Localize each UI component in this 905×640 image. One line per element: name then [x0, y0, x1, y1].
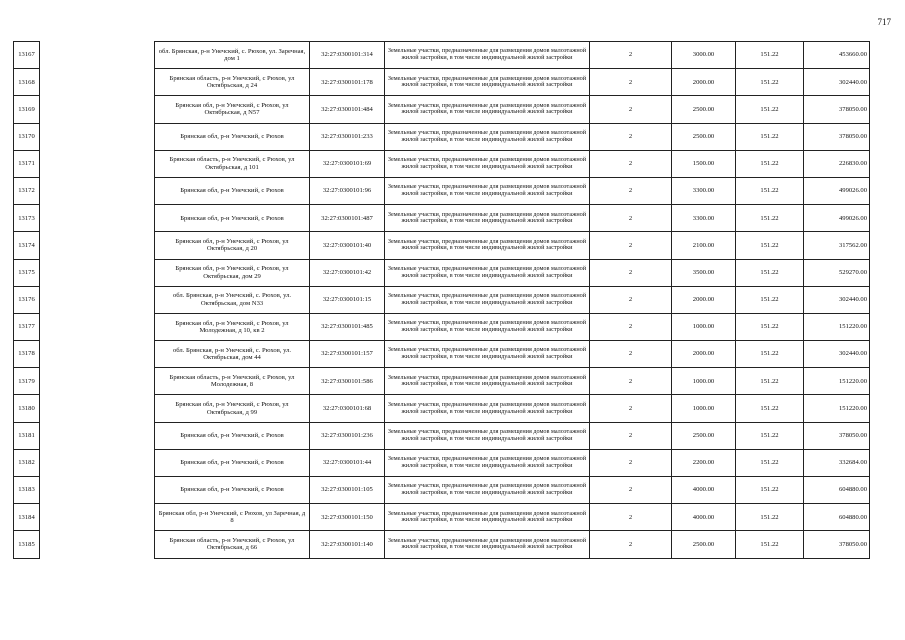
- specific-value-cell: 151.22: [736, 177, 804, 204]
- cadastral-value-cell: 302440.00: [804, 341, 870, 368]
- cadastral-number-cell: 32:27:0300101:40: [310, 232, 385, 259]
- address-cell: обл. Брянская, р-н Унечский, с. Рюхов, ул. Октябрьская, дом 44: [155, 341, 310, 368]
- group-code-cell: 2: [590, 286, 672, 313]
- row-number-cell: 13175: [14, 259, 40, 286]
- row-number-cell: 13177: [14, 313, 40, 340]
- cadastral-number-cell: 32:27:0300101:68: [310, 395, 385, 422]
- table-row: [14, 531, 870, 558]
- group-code-cell: 2: [590, 504, 672, 531]
- cadastral-value-cell: 378050.00: [804, 96, 870, 123]
- cadastral-value-cell: 378050.00: [804, 531, 870, 558]
- cadastral-number-cell: 32:27:0300101:236: [310, 422, 385, 449]
- table-row: [14, 96, 870, 123]
- permitted-use-cell: Земельные участки, предназначенные для размещения домов малоэтажной жилой застройки, в том числе индивидуальной жилой застройки: [385, 395, 590, 422]
- specific-value-cell: 151.22: [736, 69, 804, 96]
- spacer-cell: [40, 205, 155, 232]
- group-code-cell: 2: [590, 531, 672, 558]
- table-row: [14, 150, 870, 177]
- address-cell: Брянская обл, р-н Унечский, с Рюхов: [155, 422, 310, 449]
- area-cell: 3500.00: [672, 259, 736, 286]
- group-code-cell: 2: [590, 232, 672, 259]
- spacer-cell: [40, 96, 155, 123]
- table-row: [14, 205, 870, 232]
- permitted-use-cell: Земельные участки, предназначенные для размещения домов малоэтажной жилой застройки, в том числе индивидуальной жилой застройки: [385, 531, 590, 558]
- area-cell: 3300.00: [672, 205, 736, 232]
- permitted-use-cell: Земельные участки, предназначенные для размещения домов малоэтажной жилой застройки, в том числе индивидуальной жилой застройки: [385, 368, 590, 395]
- cadastral-number-cell: 32:27:0300101:233: [310, 123, 385, 150]
- area-cell: 2500.00: [672, 123, 736, 150]
- row-number-cell: 13167: [14, 42, 40, 69]
- permitted-use-cell: Земельные участки, предназначенные для размещения домов малоэтажной жилой застройки, в том числе индивидуальной жилой застройки: [385, 123, 590, 150]
- spacer-cell: [40, 313, 155, 340]
- row-number-cell: 13181: [14, 422, 40, 449]
- group-code-cell: 2: [590, 449, 672, 476]
- specific-value-cell: 151.22: [736, 313, 804, 340]
- cadastral-number-cell: 32:27:0300101:140: [310, 531, 385, 558]
- permitted-use-cell: Земельные участки, предназначенные для размещения домов малоэтажной жилой застройки, в том числе индивидуальной жилой застройки: [385, 259, 590, 286]
- cadastral-number-cell: 32:27:0300101:157: [310, 341, 385, 368]
- table-row: [14, 286, 870, 313]
- table-row: [14, 259, 870, 286]
- area-cell: 1000.00: [672, 313, 736, 340]
- row-number-cell: 13180: [14, 395, 40, 422]
- address-cell: Брянская область, р-н Унечский, с Рюхов, ул Октябрьская, д 101: [155, 150, 310, 177]
- permitted-use-cell: Земельные участки, предназначенные для размещения домов малоэтажной жилой застройки, в том числе индивидуальной жилой застройки: [385, 96, 590, 123]
- table-row: [14, 42, 870, 69]
- area-cell: 2100.00: [672, 232, 736, 259]
- address-cell: обл. Брянская, р-н Унечский, с. Рюхов, ул. Заречная, дом 1: [155, 42, 310, 69]
- table-row: [14, 422, 870, 449]
- permitted-use-cell: Земельные участки, предназначенные для размещения домов малоэтажной жилой застройки, в том числе индивидуальной жилой застройки: [385, 232, 590, 259]
- address-cell: обл. Брянская, р-н Унечский, с. Рюхов, ул. Октябрьская, дом N33: [155, 286, 310, 313]
- cadastral-value-cell: 604880.00: [804, 477, 870, 504]
- row-number-cell: 13171: [14, 150, 40, 177]
- cadastral-number-cell: 32:27:0300101:96: [310, 177, 385, 204]
- cadastral-number-cell: 32:27:0300101:44: [310, 449, 385, 476]
- specific-value-cell: 151.22: [736, 395, 804, 422]
- group-code-cell: 2: [590, 150, 672, 177]
- row-number-cell: 13168: [14, 69, 40, 96]
- row-number-cell: 13185: [14, 531, 40, 558]
- row-number-cell: 13184: [14, 504, 40, 531]
- specific-value-cell: 151.22: [736, 341, 804, 368]
- group-code-cell: 2: [590, 42, 672, 69]
- group-code-cell: 2: [590, 395, 672, 422]
- row-number-cell: 13172: [14, 177, 40, 204]
- table-row: [14, 504, 870, 531]
- permitted-use-cell: Земельные участки, предназначенные для размещения домов малоэтажной жилой застройки, в том числе индивидуальной жилой застройки: [385, 42, 590, 69]
- table-row: [14, 477, 870, 504]
- specific-value-cell: 151.22: [736, 286, 804, 313]
- group-code-cell: 2: [590, 259, 672, 286]
- permitted-use-cell: Земельные участки, предназначенные для размещения домов малоэтажной жилой застройки, в том числе индивидуальной жилой застройки: [385, 205, 590, 232]
- address-cell: Брянская обл, р-н Унечский, с Рюхов: [155, 123, 310, 150]
- cadastral-value-cell: 151220.00: [804, 368, 870, 395]
- specific-value-cell: 151.22: [736, 477, 804, 504]
- spacer-cell: [40, 368, 155, 395]
- area-cell: 2500.00: [672, 531, 736, 558]
- area-cell: 4000.00: [672, 477, 736, 504]
- cadastral-number-cell: 32:27:0300101:42: [310, 259, 385, 286]
- area-cell: 1000.00: [672, 395, 736, 422]
- permitted-use-cell: Земельные участки, предназначенные для размещения домов малоэтажной жилой застройки, в том числе индивидуальной жилой застройки: [385, 504, 590, 531]
- row-number-cell: 13174: [14, 232, 40, 259]
- spacer-cell: [40, 504, 155, 531]
- area-cell: 2000.00: [672, 341, 736, 368]
- area-cell: 4000.00: [672, 504, 736, 531]
- table-row: [14, 449, 870, 476]
- table-row: [14, 232, 870, 259]
- cadastral-value-cell: 529270.00: [804, 259, 870, 286]
- group-code-cell: 2: [590, 96, 672, 123]
- group-code-cell: 2: [590, 368, 672, 395]
- cadastral-number-cell: 32:27:0300101:105: [310, 477, 385, 504]
- table-row: [14, 341, 870, 368]
- group-code-cell: 2: [590, 69, 672, 96]
- specific-value-cell: 151.22: [736, 504, 804, 531]
- cadastral-number-cell: 32:27:0300101:150: [310, 504, 385, 531]
- spacer-cell: [40, 259, 155, 286]
- permitted-use-cell: Земельные участки, предназначенные для размещения домов малоэтажной жилой застройки, в том числе индивидуальной жилой застройки: [385, 313, 590, 340]
- spacer-cell: [40, 395, 155, 422]
- address-cell: Брянская обл, р-н Унечский, с Рюхов: [155, 205, 310, 232]
- table-row: [14, 368, 870, 395]
- specific-value-cell: 151.22: [736, 96, 804, 123]
- cadastral-value-cell: 499026.00: [804, 177, 870, 204]
- registry-body: [14, 42, 870, 559]
- area-cell: 1000.00: [672, 368, 736, 395]
- row-number-cell: 13179: [14, 368, 40, 395]
- permitted-use-cell: Земельные участки, предназначенные для размещения домов малоэтажной жилой застройки, в том числе индивидуальной жилой застройки: [385, 477, 590, 504]
- table-row: [14, 313, 870, 340]
- specific-value-cell: 151.22: [736, 259, 804, 286]
- spacer-cell: [40, 531, 155, 558]
- group-code-cell: 2: [590, 313, 672, 340]
- cadastral-value-cell: 453660.00: [804, 42, 870, 69]
- group-code-cell: 2: [590, 341, 672, 368]
- cadastral-number-cell: 32:27:0300101:15: [310, 286, 385, 313]
- area-cell: 3000.00: [672, 42, 736, 69]
- specific-value-cell: 151.22: [736, 42, 804, 69]
- area-cell: 2500.00: [672, 96, 736, 123]
- row-number-cell: 13183: [14, 477, 40, 504]
- address-cell: Брянская область, р-н Унечский, с Рюхов, ул Октябрьская, д 66: [155, 531, 310, 558]
- cadastral-number-cell: 32:27:0300101:586: [310, 368, 385, 395]
- permitted-use-cell: Земельные участки, предназначенные для размещения домов малоэтажной жилой застройки, в том числе индивидуальной жилой застройки: [385, 150, 590, 177]
- permitted-use-cell: Земельные участки, предназначенные для размещения домов малоэтажной жилой застройки, в том числе индивидуальной жилой застройки: [385, 422, 590, 449]
- area-cell: 3300.00: [672, 177, 736, 204]
- specific-value-cell: 151.22: [736, 205, 804, 232]
- specific-value-cell: 151.22: [736, 368, 804, 395]
- address-cell: Брянская обл, р-н Унечский, с Рюхов, ул Октябрьская, д 20: [155, 232, 310, 259]
- address-cell: Брянская обл, р-н Унечский, с Рюхов: [155, 449, 310, 476]
- spacer-cell: [40, 286, 155, 313]
- row-number-cell: 13178: [14, 341, 40, 368]
- cadastral-number-cell: 32:27:0300101:487: [310, 205, 385, 232]
- permitted-use-cell: Земельные участки, предназначенные для размещения домов малоэтажной жилой застройки, в том числе индивидуальной жилой застройки: [385, 286, 590, 313]
- cadastral-value-cell: 151220.00: [804, 395, 870, 422]
- specific-value-cell: 151.22: [736, 449, 804, 476]
- cadastral-value-cell: 302440.00: [804, 286, 870, 313]
- table-row: [14, 69, 870, 96]
- cadastral-value-cell: 226830.00: [804, 150, 870, 177]
- cadastral-number-cell: 32:27:0300101:314: [310, 42, 385, 69]
- table-row: [14, 395, 870, 422]
- address-cell: Брянская обл, р-н Унечский, с Рюхов, ул Октябрьская, дом 29: [155, 259, 310, 286]
- permitted-use-cell: Земельные участки, предназначенные для размещения домов малоэтажной жилой застройки, в том числе индивидуальной жилой застройки: [385, 449, 590, 476]
- address-cell: Брянская область, р-н Унечский, с Рюхов, ул Октябрьская, д 24: [155, 69, 310, 96]
- group-code-cell: 2: [590, 205, 672, 232]
- cadastral-value-cell: 378050.00: [804, 422, 870, 449]
- address-cell: Брянская обл, р-н Унечский, с Рюхов, ул Молодежная, д 10, кв 2: [155, 313, 310, 340]
- cadastral-value-cell: 151220.00: [804, 313, 870, 340]
- address-cell: Брянская обл, р-н Унечский, с Рюхов: [155, 177, 310, 204]
- specific-value-cell: 151.22: [736, 422, 804, 449]
- group-code-cell: 2: [590, 422, 672, 449]
- cadastral-number-cell: 32:27:0300101:69: [310, 150, 385, 177]
- address-cell: Брянская обл, р-н Унечский, с Рюхов, ул Октябрьская, д N57: [155, 96, 310, 123]
- specific-value-cell: 151.22: [736, 123, 804, 150]
- permitted-use-cell: Земельные участки, предназначенные для размещения домов малоэтажной жилой застройки, в том числе индивидуальной жилой застройки: [385, 341, 590, 368]
- cadastral-number-cell: 32:27:0300101:484: [310, 96, 385, 123]
- group-code-cell: 2: [590, 477, 672, 504]
- row-number-cell: 13169: [14, 96, 40, 123]
- spacer-cell: [40, 69, 155, 96]
- area-cell: 2500.00: [672, 422, 736, 449]
- group-code-cell: 2: [590, 123, 672, 150]
- specific-value-cell: 151.22: [736, 232, 804, 259]
- row-number-cell: 13170: [14, 123, 40, 150]
- row-number-cell: 13176: [14, 286, 40, 313]
- table-row: [14, 177, 870, 204]
- address-cell: Брянская область, р-н Унечский, с Рюхов, ул Молодежная, 8: [155, 368, 310, 395]
- spacer-cell: [40, 150, 155, 177]
- spacer-cell: [40, 42, 155, 69]
- spacer-cell: [40, 177, 155, 204]
- cadastral-value-cell: 332684.00: [804, 449, 870, 476]
- cadastral-number-cell: 32:27:0300101:178: [310, 69, 385, 96]
- area-cell: 1500.00: [672, 150, 736, 177]
- cadastral-value-cell: 499026.00: [804, 205, 870, 232]
- address-cell: Брянская обл, р-н Унечский, с Рюхов, ул Октябрьская, д 99: [155, 395, 310, 422]
- cadastral-value-cell: 604880.00: [804, 504, 870, 531]
- cadastral-value-cell: 378050.00: [804, 123, 870, 150]
- page-number: 717: [877, 17, 891, 27]
- row-number-cell: 13182: [14, 449, 40, 476]
- address-cell: Брянская обл, р-н Унечский, с Рюхов, ул Заречная, д 8: [155, 504, 310, 531]
- cadastral-value-cell: 317562.00: [804, 232, 870, 259]
- specific-value-cell: 151.22: [736, 531, 804, 558]
- cadastral-value-cell: 302440.00: [804, 69, 870, 96]
- permitted-use-cell: Земельные участки, предназначенные для размещения домов малоэтажной жилой застройки, в том числе индивидуальной жилой застройки: [385, 69, 590, 96]
- spacer-cell: [40, 232, 155, 259]
- address-cell: Брянская обл, р-н Унечский, с Рюхов: [155, 477, 310, 504]
- table-row: [14, 123, 870, 150]
- permitted-use-cell: Земельные участки, предназначенные для размещения домов малоэтажной жилой застройки, в том числе индивидуальной жилой застройки: [385, 177, 590, 204]
- cadastral-number-cell: 32:27:0300101:485: [310, 313, 385, 340]
- area-cell: 2000.00: [672, 286, 736, 313]
- row-number-cell: 13173: [14, 205, 40, 232]
- spacer-cell: [40, 449, 155, 476]
- specific-value-cell: 151.22: [736, 150, 804, 177]
- land-plot-registry-table: [13, 41, 870, 559]
- spacer-cell: [40, 123, 155, 150]
- spacer-cell: [40, 341, 155, 368]
- spacer-cell: [40, 422, 155, 449]
- spacer-cell: [40, 477, 155, 504]
- area-cell: 2200.00: [672, 449, 736, 476]
- group-code-cell: 2: [590, 177, 672, 204]
- area-cell: 2000.00: [672, 69, 736, 96]
